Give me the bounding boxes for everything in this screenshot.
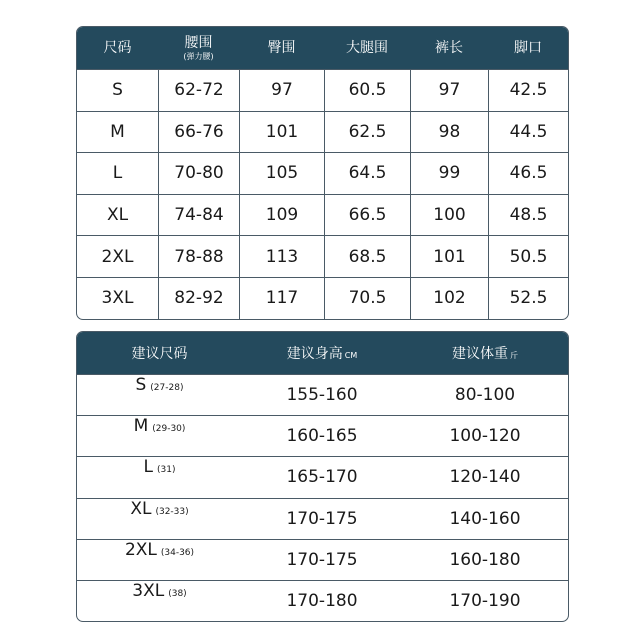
table-cell: 105 xyxy=(239,153,324,194)
table-row xyxy=(77,277,568,319)
measurement-body xyxy=(77,69,568,319)
size-label: 2XL xyxy=(124,539,157,560)
height-unit: CM xyxy=(344,351,358,360)
table-cell: 66.5 xyxy=(324,195,410,236)
table-row xyxy=(77,152,568,194)
table-cell: 46.5 xyxy=(488,153,568,194)
table-cell: XL xyxy=(106,205,129,226)
table-cell: L xyxy=(112,163,123,184)
header-suggested-weight: 建议体重 斤 xyxy=(452,346,518,362)
table-cell: 100 xyxy=(410,195,488,236)
table-cell: 70-80 xyxy=(158,153,239,194)
table-cell: 3XL xyxy=(101,288,134,309)
suggested-size-cell xyxy=(77,457,242,497)
table-row xyxy=(77,235,568,277)
header-waist: 腰围 (弹力腰) xyxy=(183,35,214,61)
table-cell: 117 xyxy=(239,278,324,319)
recommendation-header-row xyxy=(77,332,568,374)
suggested-height-cell: 155-160 xyxy=(286,385,358,406)
header-thigh: 大腿围 xyxy=(346,40,388,56)
table-row xyxy=(77,498,568,539)
suggested-weight-cell: 100-120 xyxy=(449,426,521,447)
suggested-size-cell xyxy=(77,416,242,456)
table-cell: 62-72 xyxy=(158,70,239,111)
size-label: 3XL xyxy=(132,580,165,601)
table-row xyxy=(77,539,568,580)
size-label: XL xyxy=(130,498,152,519)
header-suggested-size: 建议尺码 xyxy=(131,346,188,362)
size-label: S xyxy=(135,375,147,395)
waist-size-note: (29-30) xyxy=(152,424,186,435)
waist-size-note: (32-33) xyxy=(155,506,189,517)
suggested-height-cell: 165-170 xyxy=(286,467,358,488)
table-cell: 66-76 xyxy=(158,112,239,153)
header-size: 尺码 xyxy=(103,40,132,56)
table-cell: 82-92 xyxy=(158,278,239,319)
header-length: 裤长 xyxy=(435,40,463,56)
table-cell: 60.5 xyxy=(324,70,410,111)
table-cell: 48.5 xyxy=(488,195,568,236)
suggested-weight-cell: 160-180 xyxy=(449,549,521,570)
size-label: L xyxy=(143,457,153,478)
table-cell: 102 xyxy=(410,278,488,319)
header-suggested-height: 建议身高 CM xyxy=(286,346,358,362)
suggested-height-cell: 170-175 xyxy=(286,549,358,570)
table-cell: 44.5 xyxy=(488,112,568,153)
table-row xyxy=(77,111,568,153)
table-cell: 70.5 xyxy=(324,278,410,319)
table-cell: 52.5 xyxy=(488,278,568,319)
header-hip: 臀围 xyxy=(267,40,296,56)
suggested-size-cell xyxy=(77,581,242,621)
header-waist-note: (弹力腰) xyxy=(183,52,214,61)
table-cell: 74-84 xyxy=(158,195,239,236)
waist-size-note: (38) xyxy=(168,588,187,599)
table-row xyxy=(77,415,568,456)
suggested-height-cell: 170-175 xyxy=(286,508,358,529)
suggested-weight-cell: 80-100 xyxy=(454,385,516,406)
table-cell: 50.5 xyxy=(488,236,568,277)
weight-unit: 斤 xyxy=(510,351,518,360)
suggested-weight-cell: 140-160 xyxy=(449,508,521,529)
table-row xyxy=(77,194,568,236)
table-cell: 98 xyxy=(410,112,488,153)
table-row xyxy=(77,374,568,415)
waist-size-note: (34-36) xyxy=(160,547,195,558)
suggested-size-cell xyxy=(77,540,242,580)
table-cell: M xyxy=(110,121,125,142)
suggested-size-cell xyxy=(77,499,242,539)
table-cell: 64.5 xyxy=(324,153,410,194)
table-cell: 97 xyxy=(239,70,324,111)
table-cell: 68.5 xyxy=(324,236,410,277)
header-hem: 脚口 xyxy=(514,40,542,56)
suggested-size-cell xyxy=(77,375,242,415)
waist-size-note: (31) xyxy=(157,465,176,476)
table-cell: 62.5 xyxy=(324,112,410,153)
table-row xyxy=(77,456,568,497)
measurement-header-row xyxy=(77,27,568,69)
table-cell: 78-88 xyxy=(158,236,239,277)
suggested-height-cell: 160-165 xyxy=(286,426,358,447)
table-row xyxy=(77,580,568,621)
table-cell: 113 xyxy=(239,236,324,277)
table-cell: 101 xyxy=(239,112,324,153)
table-cell: 99 xyxy=(410,153,488,194)
table-cell: 97 xyxy=(410,70,488,111)
table-cell: 101 xyxy=(410,236,488,277)
suggested-weight-cell: 170-190 xyxy=(449,591,521,612)
table-cell: 2XL xyxy=(101,246,134,267)
table-cell: 42.5 xyxy=(488,70,568,111)
waist-size-note: (27-28) xyxy=(150,383,184,393)
table-row xyxy=(77,69,568,111)
table-cell: 109 xyxy=(239,195,324,236)
suggested-weight-cell: 120-140 xyxy=(449,467,521,488)
size-label: M xyxy=(133,416,149,437)
size-recommendation-table xyxy=(76,331,569,622)
recommendation-body xyxy=(77,374,568,621)
table-cell: S xyxy=(112,80,123,101)
size-measurement-table xyxy=(76,26,569,320)
suggested-height-cell: 170-180 xyxy=(286,591,358,612)
